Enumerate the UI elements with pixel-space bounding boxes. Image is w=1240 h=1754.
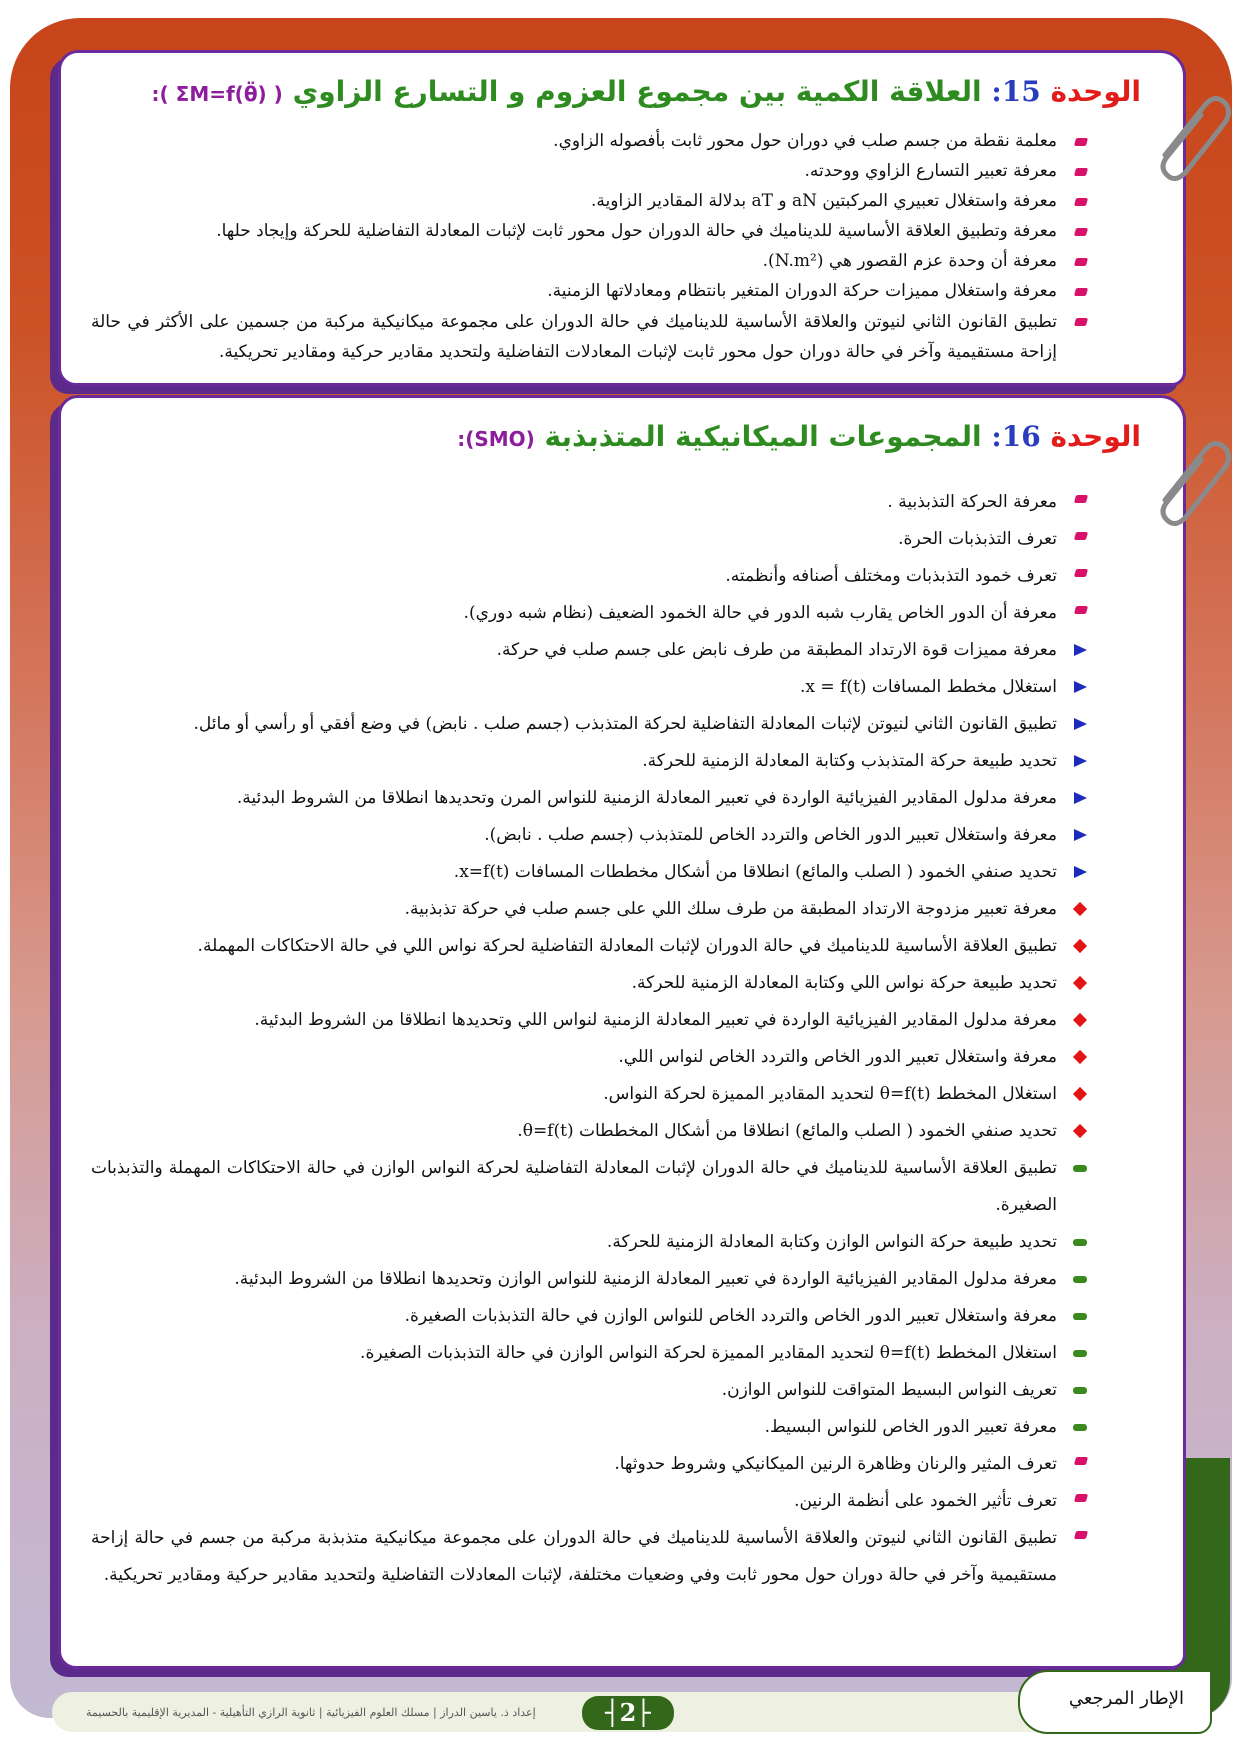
unit-15-card — [58, 50, 1186, 386]
list-item: تحديد طبيعة حركة نواس اللي وكتابة المعادلة الزمنية للحركة. — [91, 965, 1087, 1002]
unit-15-title — [152, 75, 1141, 108]
list-item: استغلال المخطط (θ=f(t لتحديد المقادير المميزة لحركة النواس الوازن في حالة التذبذبات الصغيرة. — [91, 1335, 1087, 1372]
list-item: تطبيق العلاقة الأساسية للديناميك في حالة الدوران لإثبات المعادلة التفاضلية لحركة النواس الوازن في حالة الاحتكاكات المهملة والتذبذبات الصغيرة. — [91, 1150, 1087, 1224]
footer-credit: إعداد ذ. ياسين الدراز | مسلك العلوم الفيزيائية | ثانوية الرازي التأهيلية - المديرية الإقليمية بالحسيمة — [86, 1706, 536, 1719]
list-item: معرفة واستغلال تعبير الدور الخاص والتردد الخاص للمتذبذب (جسم صلب . نابض). — [91, 817, 1087, 854]
pink-bullet-icon — [1074, 318, 1088, 326]
pink-bullet-icon — [1074, 1457, 1088, 1465]
list-item: معرفة واستغلال تعبيري المركبتين aN و aT بدلالة المقادير الزاوية. — [91, 187, 1087, 215]
red-diamond-bullet-icon — [1073, 976, 1087, 990]
pink-bullet-icon — [1074, 1531, 1088, 1539]
list-item: معلمة نقطة من جسم صلب في دوران حول محور ثابت بأفصوله الزاوي. — [91, 127, 1087, 155]
paperclip-icon — [1145, 85, 1235, 195]
list-item: تطبيق العلاقة الأساسية للديناميك في حالة الدوران لإثبات المعادلة التفاضلية لحركة نواس اللي في حالة الاحتكاكات المهملة. — [91, 928, 1087, 965]
pink-bullet-icon — [1074, 198, 1088, 206]
pink-bullet-icon — [1074, 288, 1088, 296]
list-item: معرفة تعبير الدور الخاص للنواس البسيط. — [91, 1409, 1087, 1446]
list-item: تعرف تأثير الخمود على أنظمة الرنين. — [91, 1483, 1087, 1520]
pink-bullet-icon — [1074, 258, 1088, 266]
list-item: استغلال المخطط (θ=f(t لتحديد المقادير المميزة لحركة النواس. — [91, 1076, 1087, 1113]
unit-16-card — [58, 395, 1186, 1669]
unit-16-title — [457, 420, 1141, 453]
list-item: معرفة واستغلال تعبير الدور الخاص والتردد الخاص لنواس اللي. — [91, 1039, 1087, 1076]
green-bullet-icon — [1073, 1313, 1087, 1320]
unit-15-number: 15: — [991, 75, 1041, 108]
pink-bullet-icon — [1074, 168, 1088, 176]
pink-bullet-icon — [1074, 532, 1088, 540]
blue-triangle-bullet-icon — [1074, 718, 1087, 730]
unit-16-objectives-list — [91, 484, 1087, 1594]
red-diamond-bullet-icon — [1073, 1124, 1087, 1138]
paperclip-icon — [1145, 430, 1235, 540]
list-item: معرفة واستغلال مميزات حركة الدوران المتغير بانتظام ومعادلاتها الزمنية. — [91, 277, 1087, 305]
unit-16-number: 16: — [991, 420, 1041, 453]
red-diamond-bullet-icon — [1073, 1050, 1087, 1064]
list-item: تعرف المثير والرنان وظاهرة الرنين الميكانيكي وشروط حدوثها. — [91, 1446, 1087, 1483]
blue-triangle-bullet-icon — [1074, 866, 1087, 878]
blue-triangle-bullet-icon — [1074, 755, 1087, 767]
unit-16-label: الوحدة — [1050, 420, 1141, 453]
list-item: معرفة مدلول المقادير الفيزيائية الواردة في تعبير المعادلة الزمنية للنواس المرن وتحديدها انطلاقا من الشروط البدئية. — [91, 780, 1087, 817]
unit-15-heading: العلاقة الكمية بين مجموع العزوم و التسارع الزاوي — [292, 75, 982, 108]
list-item: تعرف خمود التذبذبات ومختلف أصنافه وأنظمته. — [91, 558, 1087, 595]
red-diamond-bullet-icon — [1073, 1013, 1087, 1027]
pink-bullet-icon — [1074, 606, 1088, 614]
list-item: تعريف النواس البسيط المتواقت للنواس الوازن. — [91, 1372, 1087, 1409]
list-item: استغلال مخطط المسافات (x = f(t. — [91, 669, 1087, 706]
list-item: تحديد صنفي الخمود ( الصلب والمائع) انطلاقا من أشكال مخططات المسافات (x=f(t. — [91, 854, 1087, 891]
list-item: معرفة تعبير مزدوجة الارتداد المطبقة من طرف سلك اللي على جسم صلب في حركة تذبذبية. — [91, 891, 1087, 928]
blue-triangle-bullet-icon — [1074, 829, 1087, 841]
list-item: معرفة تعبير التسارع الزاوي ووحدته. — [91, 157, 1087, 185]
list-item: تطبيق القانون الثاني لنيوتن لإثبات المعادلة التفاضلية لحركة المتذبذب (جسم صلب . نابض) في وضع أفقي أو رأسي أو مائل. — [91, 706, 1087, 743]
unit-16-heading: المجموعات الميكانيكية المتذبذبة — [544, 420, 982, 453]
page-number-value: 2 — [619, 1698, 637, 1727]
red-diamond-bullet-icon — [1073, 1087, 1087, 1101]
page-number: ┤2├ — [582, 1696, 674, 1730]
pink-bullet-icon — [1074, 1494, 1088, 1502]
frame-label: الإطار المرجعي — [1068, 1688, 1184, 1709]
list-item: معرفة مدلول المقادير الفيزيائية الواردة في تعبير المعادلة الزمنية لنواس اللي وتحديدها انطلاقا من الشروط البدئية. — [91, 1002, 1087, 1039]
list-item: معرفة الحركة التذبذبية . — [91, 484, 1087, 521]
green-bullet-icon — [1073, 1387, 1087, 1394]
list-item: معرفة أن الدور الخاص يقارب شبه الدور في حالة الخمود الضعيف (نظام شبه دوري). — [91, 595, 1087, 632]
unit-16-formula: (SMO): — [457, 427, 535, 451]
red-diamond-bullet-icon — [1073, 902, 1087, 916]
list-item: معرفة وتطبيق العلاقة الأساسية للديناميك في حالة الدوران حول محور ثابت لإثبات المعادلة التفاضلية للحركة وإيجاد حلها. — [91, 217, 1087, 245]
blue-triangle-bullet-icon — [1074, 792, 1087, 804]
list-item: معرفة مميزات قوة الارتداد المطبقة من طرف نابض على جسم صلب في حركة. — [91, 632, 1087, 669]
blue-triangle-bullet-icon — [1074, 644, 1087, 656]
list-item: تطبيق القانون الثاني لنيوتن والعلاقة الأساسية للديناميك في حالة الدوران على مجموعة ميكانيكية مركبة من جسمين على الأكثر في حالة إزاحة مستقيمية وآخر في حالة دوران حول محور ثابت لإثبات المعادلات التفاضلية ولتحديد مقادير حركية ومقادير تحريكية. — [91, 307, 1087, 367]
list-item: معرفة واستغلال تعبير الدور الخاص والتردد الخاص للنواس الوازن في حالة التذبذبات الصغيرة. — [91, 1298, 1087, 1335]
list-item: معرفة مدلول المقادير الفيزيائية الواردة في تعبير المعادلة الزمنية للنواس الوازن وتحديدها انطلاقا من الشروط البدئية. — [91, 1261, 1087, 1298]
unit-15-formula: ( ΣM=f(θ̈) ): — [151, 82, 283, 106]
pink-bullet-icon — [1074, 569, 1088, 577]
unit-15-objectives-list — [91, 127, 1087, 369]
green-bullet-icon — [1073, 1424, 1087, 1431]
list-item: تحديد طبيعة حركة المتذبذب وكتابة المعادلة الزمنية للحركة. — [91, 743, 1087, 780]
unit-15-label: الوحدة — [1050, 75, 1141, 108]
green-bullet-icon — [1073, 1165, 1087, 1172]
pink-bullet-icon — [1074, 495, 1088, 503]
blue-triangle-bullet-icon — [1074, 681, 1087, 693]
green-bullet-icon — [1073, 1239, 1087, 1246]
red-diamond-bullet-icon — [1073, 939, 1087, 953]
green-bullet-icon — [1073, 1350, 1087, 1357]
green-bullet-icon — [1073, 1276, 1087, 1283]
list-item: تعرف التذبذبات الحرة. — [91, 521, 1087, 558]
list-item: تطبيق القانون الثاني لنيوتن والعلاقة الأساسية للديناميك في حالة الدوران على مجموعة ميكانيكية متذبذبة مركبة من جسم في حالة إزاحة مستقيمية وآخر في حالة دوران حول محور ثابت وفي وضعيات مختلفة، لإثبات المعادلات التفاضلية ولتحديد مقادير حركية ومقادير تحريكية. — [91, 1520, 1087, 1594]
list-item: تحديد صنفي الخمود ( الصلب والمائع) انطلاقا من أشكال المخططات (θ=f(t. — [91, 1113, 1087, 1150]
list-item: تحديد طبيعة حركة النواس الوازن وكتابة المعادلة الزمنية للحركة. — [91, 1224, 1087, 1261]
list-item: معرفة أن وحدة عزم القصور هي (N.m²). — [91, 247, 1087, 275]
pink-bullet-icon — [1074, 138, 1088, 146]
pink-bullet-icon — [1074, 228, 1088, 236]
